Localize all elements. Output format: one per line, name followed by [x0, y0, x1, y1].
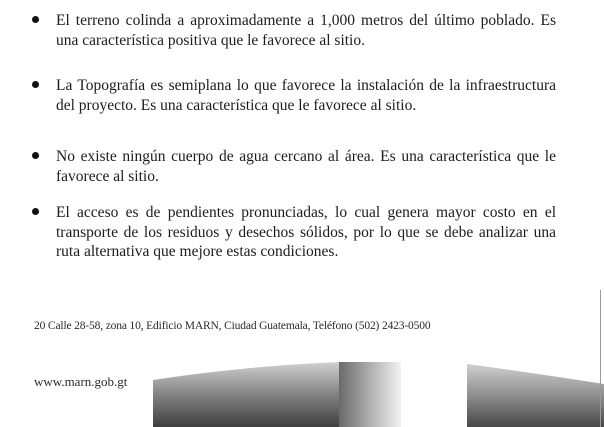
gradient-band-graphic [153, 358, 341, 427]
bullet-icon [32, 208, 39, 215]
bullet-icon [32, 152, 39, 159]
footer-decorative-band [467, 358, 604, 427]
list-item-text: El acceso es de pendientes pronunciadas, lo cual genera mayor costo en el transporte de los residuos y desechos sólidos, por lo que se debe analizar una ruta alternativa que mejore estas condiciones. [56, 204, 556, 260]
footer-website-link[interactable]: www.marn.gob.gt [34, 374, 128, 389]
list-item-text: El terreno colinda a aproximadamente a 1,000 metros del último poblado. Es una característica positiva que le favorece al sitio. [56, 12, 556, 49]
page-edge-divider [600, 290, 601, 427]
list-item-text: La Topografía es semiplana lo que favorece la instalación de la infraestructura del proyecto. Es una característica que le favorece al sitio. [56, 77, 556, 114]
list-item-text: No existe ningún cuerpo de agua cercano al área. Es una característica que le favorece al sitio. [56, 148, 556, 185]
footer-decorative-band [153, 358, 341, 427]
bullet-icon [32, 16, 39, 23]
gradient-band-graphic [467, 358, 604, 427]
gradient-band-graphic [339, 358, 401, 427]
bullet-icon [32, 81, 39, 88]
footer-decorative-band [339, 358, 401, 427]
footer-address: 20 Calle 28-58, zona 10, Edificio MARN, Ciudad Guatemala, Teléfono (502) 2423-0500 [34, 320, 431, 332]
